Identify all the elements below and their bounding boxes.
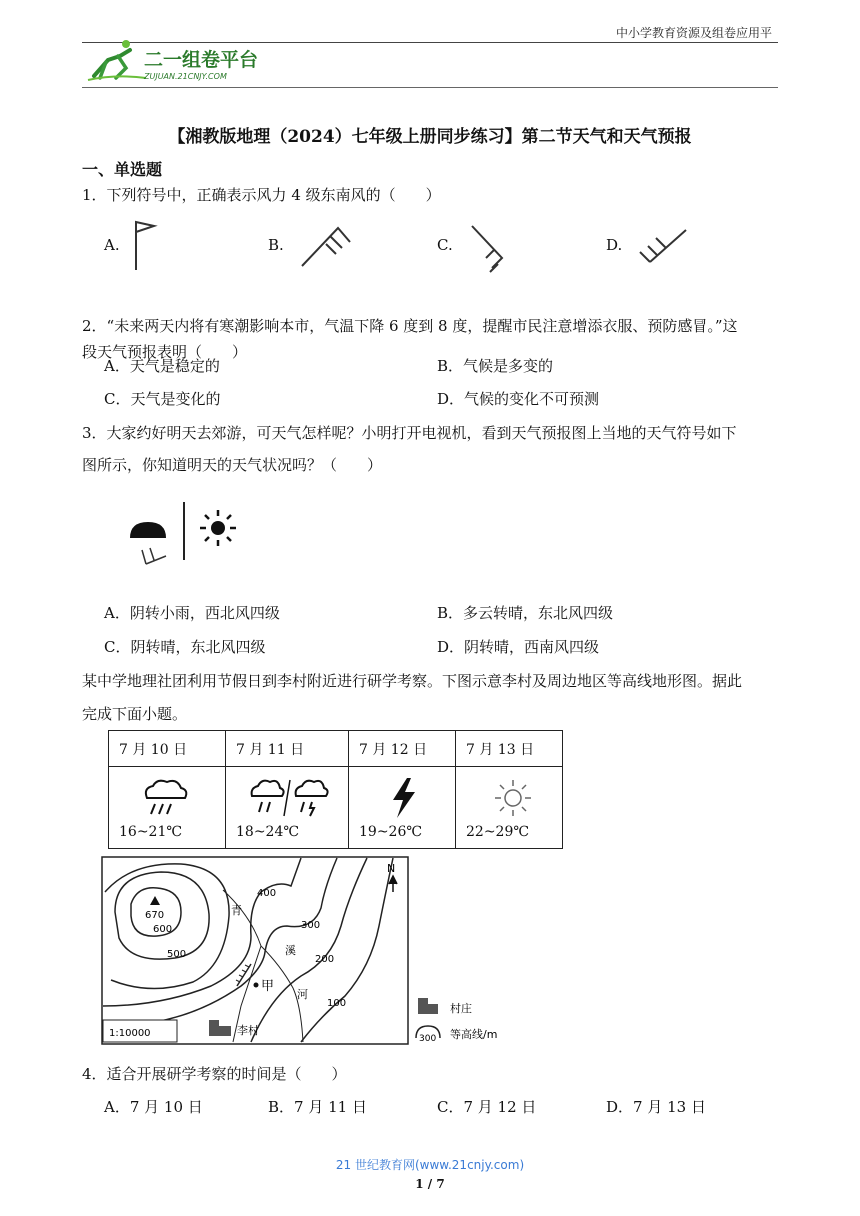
question-3-stem-line-1: 3．大家约好明天去郊游，可天气怎样呢？小明打开电视机，看到天气预报图上当地的天气符号如下 (82, 424, 737, 442)
legend-contour-label: 等高线/m (450, 1028, 498, 1041)
table-temp: 18~24℃ (236, 823, 300, 840)
question-2-option-a: A．天气是稳定的 (104, 357, 220, 375)
question-3-stem-line-2: 图所示，你知道明天的天气状况吗？（ ） (82, 456, 383, 474)
legend-contour-value: 300 (419, 1034, 437, 1044)
light-rain-to-thunderstorm-icon (248, 776, 332, 820)
contour-label-600: 600 (153, 924, 173, 935)
question-2-stem-line-1: 2．“未来两天内将有寒潮影响本市，气温下降 6 度到 8 度，提醒市民注意增添衣服、预防感冒。”这 (82, 317, 738, 335)
weather-forecast-symbol-icon (120, 496, 250, 582)
map-legend (414, 994, 534, 1046)
table-date-cell: 7 月 11 日 (226, 731, 349, 767)
wind-symbol-c-icon (466, 222, 516, 274)
question-1-option-d: D. (606, 236, 623, 254)
header-platform-text: 中小学教育资源及组卷应用平 (615, 26, 772, 40)
contour-label-100: 100 (327, 998, 347, 1009)
question-3-option-b: B．多云转晴，东北风四级 (437, 604, 614, 622)
wind-symbol-b-icon (298, 222, 358, 272)
page-number: 1 / 7 (415, 1177, 445, 1191)
table-weather-cell (226, 767, 349, 849)
question-4-option-d: D．7 月 13 日 (606, 1098, 706, 1116)
question-2-stem-line-2: 段天气预报表明（ ） (82, 343, 248, 361)
question-2-option-b: B．气候是多变的 (437, 357, 554, 375)
question-3-option-c: C．阴转晴，东北风四级 (104, 638, 266, 656)
river-char-1: 青 (231, 904, 242, 917)
table-date-cell: 7 月 10 日 (109, 731, 226, 767)
question-4-stem: 4．适合开展研学考察的时间是（ ） (82, 1065, 347, 1083)
legend-village-label: 村庄 (450, 1002, 472, 1015)
weather-forecast-table (108, 730, 563, 849)
place-jia-dot (254, 983, 259, 988)
logo-subtext: ZUJUAN.21CNJY.COM (144, 72, 227, 81)
question-4-option-b: B．7 月 11 日 (268, 1098, 367, 1116)
question-3-option-a: A．阴转小雨，西北风四级 (104, 604, 280, 622)
page-title: 【湘教版地理（2024）七年级上册同步练习】第二节天气和天气预报 (168, 127, 692, 147)
question-4-option-a: A．7 月 10 日 (104, 1098, 203, 1116)
table-date-cell: 7 月 12 日 (349, 731, 456, 767)
north-label: N (387, 862, 396, 875)
river-char-3: 河 (297, 988, 308, 1001)
table-temp: 22~29℃ (466, 823, 530, 840)
question-2-option-c: C．天气是变化的 (104, 390, 221, 408)
question-1-option-c: C. (437, 236, 453, 254)
contour-map (101, 856, 411, 1046)
question-1-stem: 1．下列符号中，正确表示风力 4 级东南风的（ ） (82, 186, 441, 204)
rain-icon (137, 776, 197, 820)
logo-text: 二一组卷平台 (144, 49, 259, 71)
table-weather-cell (349, 767, 456, 849)
question-3-option-d: D．阴转晴，西南风四级 (437, 638, 600, 656)
lightning-icon (385, 776, 425, 820)
footer-link[interactable]: 21 世纪教育网(www.21cnjy.com) (335, 1158, 525, 1172)
table-temp: 16~21℃ (119, 823, 183, 840)
question-1-option-a: A. (104, 236, 120, 254)
table-weather-cell (456, 767, 563, 849)
village-label: 李村 (237, 1024, 259, 1037)
contour-label-400: 400 (257, 888, 277, 899)
river-char-2: 溪 (285, 944, 296, 957)
sun-icon (488, 776, 538, 820)
table-weather-cell (109, 767, 226, 849)
question-1-option-b: B. (268, 236, 284, 254)
wind-symbol-a-icon (126, 218, 166, 272)
contour-label-200: 200 (315, 954, 335, 965)
contour-label-300: 300 (301, 920, 321, 931)
legend-village-icon (418, 998, 438, 1014)
question-4-option-c: C．7 月 12 日 (437, 1098, 537, 1116)
peak-elevation: 670 (145, 910, 165, 921)
platform-logo (86, 38, 276, 88)
wind-symbol-d-icon (634, 226, 690, 268)
section-heading: 一、单选题 (82, 160, 163, 179)
contour-label-500: 500 (167, 949, 187, 960)
table-temp: 19~26℃ (359, 823, 423, 840)
table-date-cell: 7 月 13 日 (456, 731, 563, 767)
map-scale: 1:10000 (109, 1028, 151, 1039)
question-2-option-d: D．气候的变化不可预测 (437, 390, 600, 408)
material-intro-line-2: 完成下面小题。 (82, 705, 188, 723)
material-intro-line-1: 某中学地理社团利用节假日到李村附近进行研学考察。下图示意李村及周边地区等高线地形图。据此 (82, 672, 743, 690)
header-bottom-divider (82, 87, 778, 88)
place-jia-label: 甲 (261, 979, 275, 994)
